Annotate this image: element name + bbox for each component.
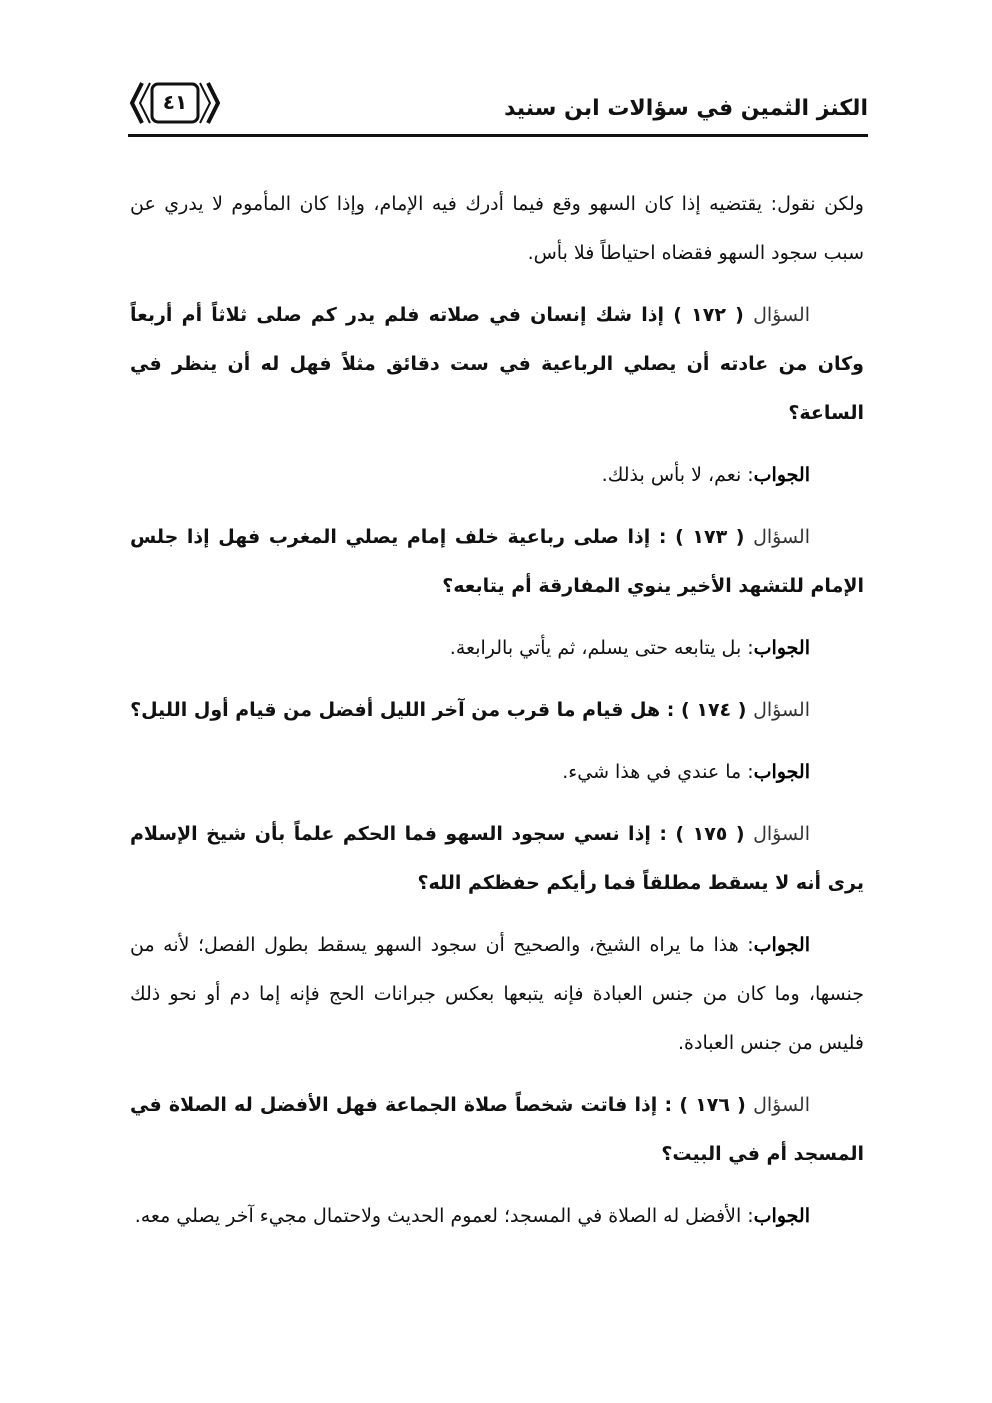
book-title: الكنز الثمين في سؤالات ابن سنيد [504, 96, 868, 121]
answer-label: الجواب [753, 637, 810, 659]
answer-174 [130, 748, 864, 797]
paragraph-text: ولكن نقول: يقتضيه إذا كان السهو وقع فيما أدرك فيه الإمام، وإذا كان المأموم لا يدري عن سبب سجود السهو فقضاه احتياطاً فلا بأس. [130, 193, 864, 264]
question-174 [130, 686, 864, 735]
answer-text: : بل يتابعه حتى يسلم، ثم يأتي بالرابعة. [449, 637, 754, 659]
answer-text: : ما عندي في هذا شيء. [562, 761, 754, 783]
answer-173 [130, 624, 864, 673]
page-number-badge [128, 80, 222, 126]
answer-text: : هذا ما يراه الشيخ، والصحيح أن سجود السهو يسقط بطول الفصل؛ لأنه من جنسها، وما كان من جنس العبادة فإنه يتبعها بعكس جبرانات الحج فإنه إما دم أو نحو ذلك فليس من جنس العبادة. [130, 934, 864, 1054]
question-text: : إذا فاتت شخصاً صلاة الجماعة فهل الأفضل له الصلاة في المسجد أم في البيت؟ [130, 1094, 864, 1165]
answer-175 [130, 921, 864, 1068]
question-176 [130, 1081, 864, 1179]
question-number: ( ١٧٢ ) [673, 304, 744, 326]
question-173 [130, 513, 864, 611]
page-number: ٤١ [162, 90, 188, 114]
answer-label: الجواب [753, 1205, 810, 1227]
continuation-paragraph [130, 180, 864, 278]
answer-label: الجواب [753, 934, 810, 956]
question-175 [130, 810, 864, 908]
answer-176 [130, 1192, 864, 1241]
question-number: ( ١٧٥ ) [675, 823, 745, 845]
question-text: : إذا نسي سجود السهو فما الحكم علماً بأن شيخ الإسلام يرى أنه لا يسقط مطلقاً فما رأيكم حفظكم الله؟ [130, 823, 864, 894]
answer-172 [130, 451, 864, 500]
question-label: السؤال [753, 304, 810, 326]
question-label: السؤال [753, 1094, 810, 1116]
question-number: ( ١٧٣ ) [675, 526, 745, 548]
question-text: : إذا صلى رباعية خلف إمام يصلي المغرب فهل إذا جلس الإمام للتشهد الأخير ينوي المفارقة أم يتابعه؟ [130, 526, 864, 597]
answer-label: الجواب [753, 464, 810, 486]
question-172 [130, 291, 864, 438]
question-label: السؤال [753, 526, 810, 548]
header-divider [128, 134, 868, 137]
answer-text: : نعم، لا بأس بذلك. [601, 464, 754, 486]
answer-text: : الأفضل له الصلاة في المسجد؛ لعموم الحديث ولاحتمال مجيء آخر يصلي معه. [134, 1205, 754, 1227]
page-header [128, 78, 868, 136]
question-label: السؤال [753, 823, 810, 845]
question-label: السؤال [753, 699, 810, 721]
question-number: ( ١٧٤ ) [681, 699, 747, 721]
question-text: إذا شك إنسان في صلاته فلم يدر كم صلى ثلاثاً أم أربعاً وكان من عادته أن يصلي الرباعية في ست دقائق مثلاً فهل له أن ينظر في الساعة؟ [130, 304, 864, 424]
question-text: : هل قيام ما قرب من آخر الليل أفضل من قيام أول الليل؟ [130, 699, 675, 721]
page-body [130, 180, 864, 1254]
question-number: ( ١٧٦ ) [679, 1094, 746, 1116]
answer-label: الجواب [753, 761, 810, 783]
